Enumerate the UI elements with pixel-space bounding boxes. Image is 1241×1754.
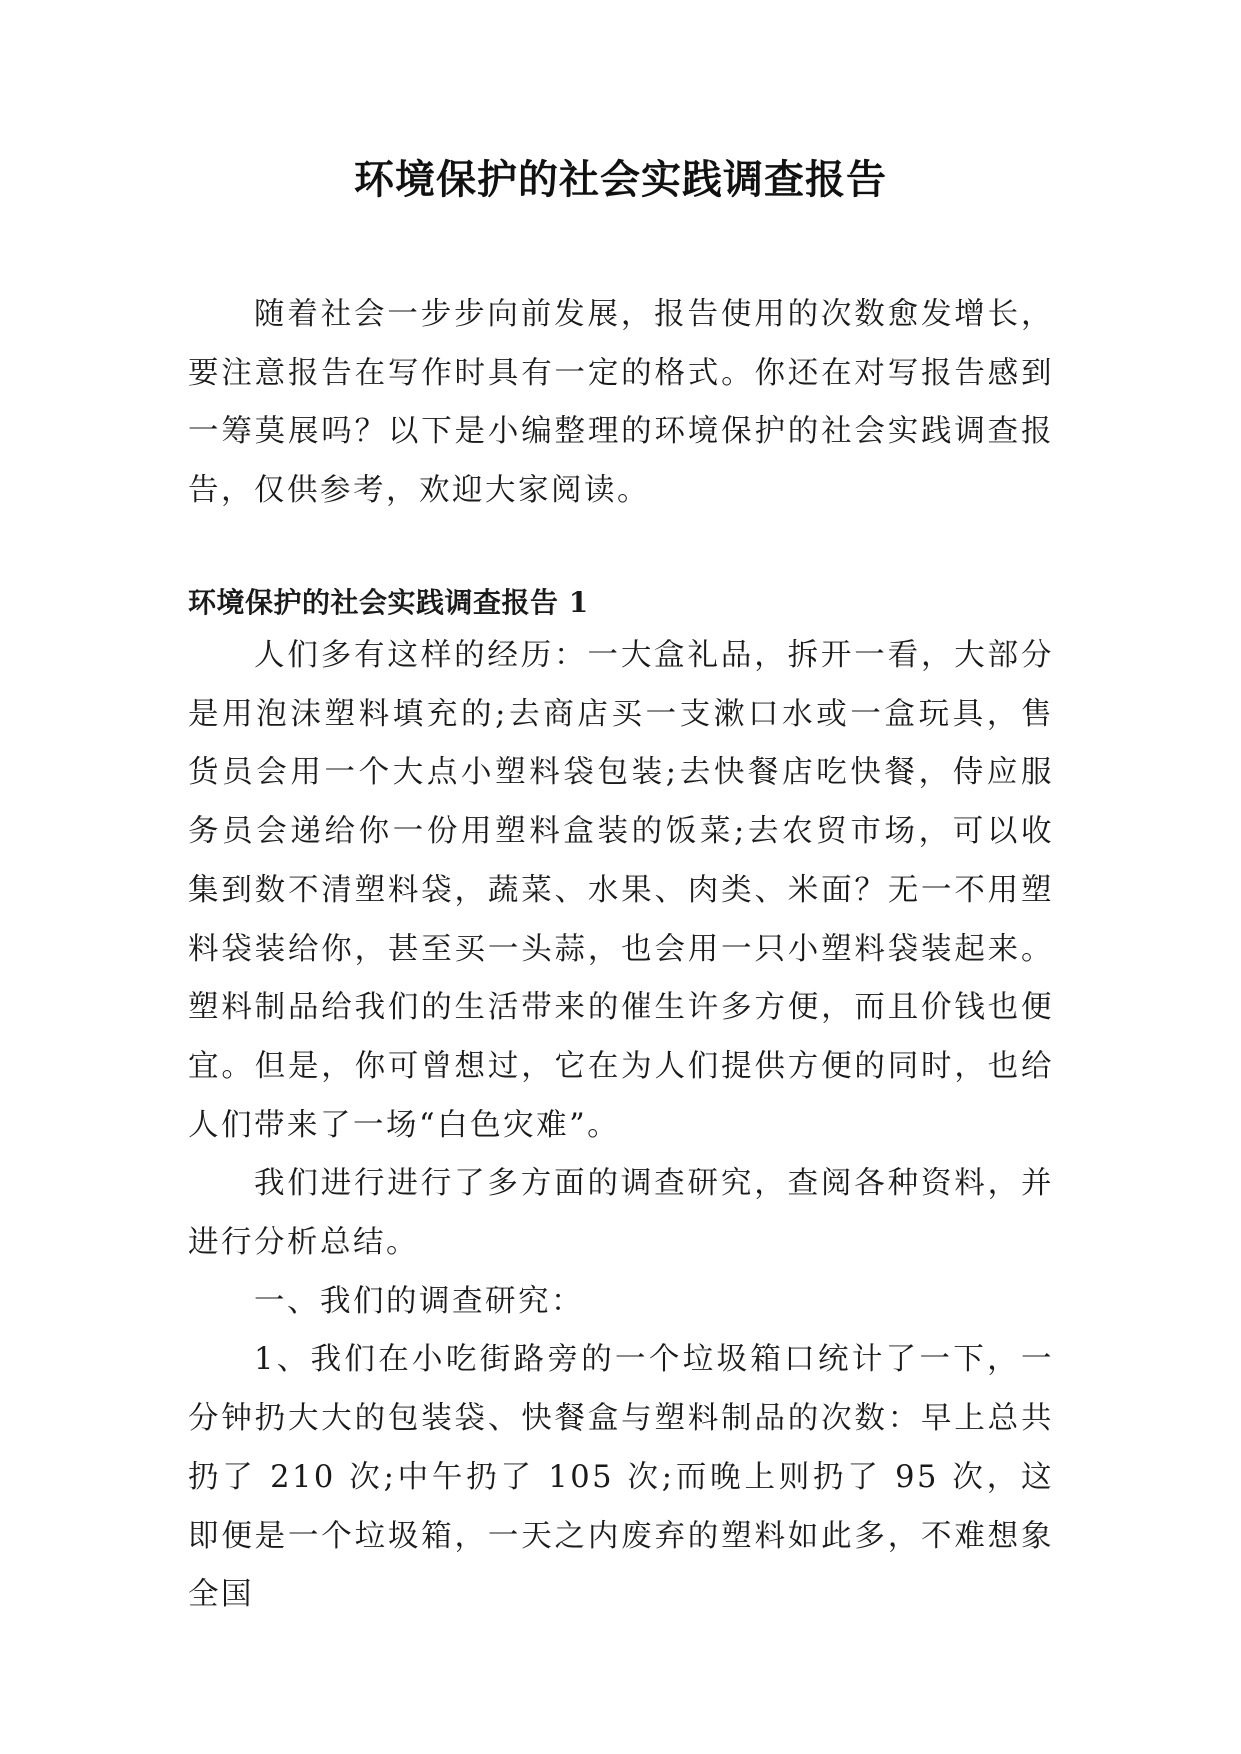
page-title: 环境保护的社会实践调查报告 bbox=[354, 157, 887, 203]
body-paragraph: 一、我们的调查研究： bbox=[254, 1283, 584, 1319]
body-paragraph: 人们多有这样的经历：一大盒礼品，拆开一看，大部分是用泡沫塑料填充的;去商店买一支漱口水或一盒玩具，售货员会用一个大点小塑料袋包装;去快餐店吃快餐，侍应服务员会递给你一份用塑料盒装的饭菜;去农贸市场，可以收集到数不清塑料袋，蔬菜、水果、肉类、米面？无一不用塑料袋装给你，甚至买一头蒜，也会用一只小塑料袋装起来。塑料制品给我们的生活带来的催生许多方便，而且价钱也便宜。但是，你可曾想过，它在为人们提供方便的同时，也给人们带来了一场“白色灾难”。 bbox=[188, 638, 1054, 1143]
body-paragraph: 我们进行进行了多方面的调查研究，查阅各种资料，并进行分析总结。 bbox=[188, 1166, 1054, 1261]
intro-paragraph: 随着社会一步步向前发展，报告使用的次数愈发增长，要注意报告在写作时具有一定的格式。你还在对写报告感到一筹莫展吗？以下是小编整理的环境保护的社会实践调查报告，仅供参考，欢迎大家阅读。 bbox=[188, 297, 1054, 509]
body-paragraph: 1、我们在小吃街路旁的一个垃圾箱口统计了一下，一分钟扔大大的包装袋、快餐盒与塑料制品的次数：早上总共扔了 210 次;中午扔了 105 次;而晚上则扔了 95 次，这即便是一个垃圾箱，一天之内废弃的塑料如此多，不难想象全国 bbox=[188, 1342, 1054, 1613]
article-body bbox=[188, 627, 1054, 1625]
section-heading: 环境保护的社会实践调查报告 1 bbox=[188, 586, 589, 619]
